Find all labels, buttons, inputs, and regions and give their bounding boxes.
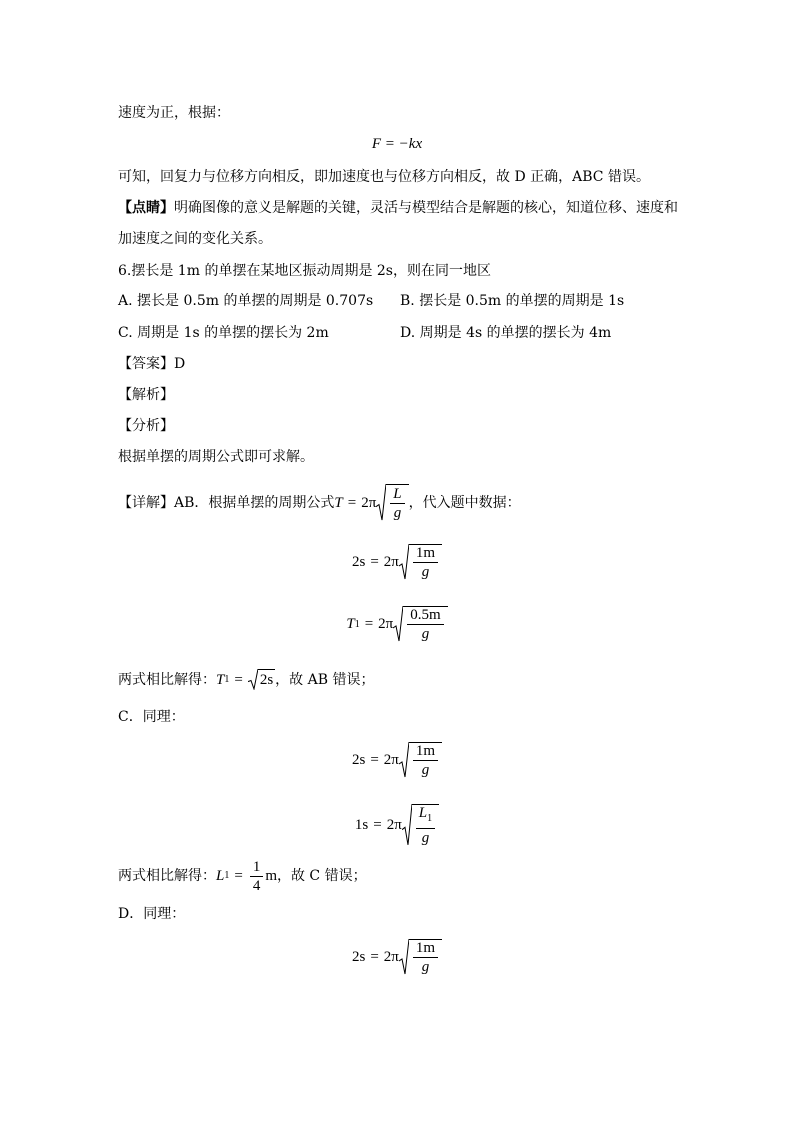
math-value: 2s xyxy=(258,669,275,690)
formula-hooke: F = −kx xyxy=(371,136,423,152)
math-value: 4 xyxy=(252,877,261,894)
math-subscript: 1 xyxy=(354,618,360,630)
option-c: C. 周期是 1s 的单摆的摆长为 2m xyxy=(118,325,329,341)
sqrt-sign xyxy=(248,669,275,690)
math-unit: m xyxy=(265,868,277,884)
math-operator: = xyxy=(234,868,243,884)
text-line: 可知，回复力与位移方向相反，即加速度也与位移方向相反，故 D 正确，ABC 错误。 xyxy=(118,169,650,185)
math-subscript: 1 xyxy=(224,870,230,881)
math-operator: = xyxy=(370,553,379,570)
option-d: D. 周期是 4s 的单摆的摆长为 4m xyxy=(400,325,612,341)
tag-detail: 【详解】 xyxy=(118,494,174,511)
math-symbol: 2π xyxy=(383,553,399,570)
math-symbol: 2π xyxy=(378,615,394,632)
math-symbol: g xyxy=(421,830,430,846)
math-symbol: g xyxy=(421,564,430,580)
detail-line xyxy=(118,484,521,521)
math-symbol: T xyxy=(334,494,343,511)
math-symbol: T xyxy=(346,615,355,632)
formula-2s xyxy=(0,742,794,778)
math-symbol: T xyxy=(216,671,225,688)
math-symbol: g xyxy=(393,505,402,522)
math-subscript: 1 xyxy=(224,673,230,685)
analysis-heading: 【解析】 xyxy=(118,387,174,403)
math-value: 0.5m xyxy=(407,607,443,625)
text-span: AB．根据单摆的周期公式 xyxy=(174,494,335,511)
sqrt-sign xyxy=(399,742,442,778)
text-line xyxy=(118,198,678,218)
math-value: 1m xyxy=(413,545,438,563)
math-symbol: L xyxy=(390,486,404,504)
text-span: ，代入题中数据： xyxy=(408,494,521,511)
ratio-c-line xyxy=(118,858,367,894)
fenxi-heading: 【分析】 xyxy=(118,418,174,434)
option-b: B. 摆长是 0.5m 的单摆的周期是 1s xyxy=(400,293,625,309)
sqrt-sign xyxy=(399,939,442,975)
sqrt-sign xyxy=(393,606,447,642)
math-symbol: g xyxy=(421,626,430,642)
option-a: A. 摆长是 0.5m 的单摆的周期是 0.707s xyxy=(118,293,374,309)
math-symbol: g xyxy=(421,762,430,778)
math-value: 2s xyxy=(351,948,366,965)
math-value: 2s xyxy=(351,553,366,570)
math-value: 2s xyxy=(351,751,366,768)
text-span: ，故 AB 错误； xyxy=(275,671,375,688)
tag-dianjing: 【点睛】 xyxy=(118,200,174,216)
text-span: ，故 C 错误； xyxy=(276,868,367,884)
math-operator: = xyxy=(347,494,357,511)
formula-1s xyxy=(0,804,794,846)
math-value: 1m xyxy=(413,940,438,958)
ratio-ab-line xyxy=(118,669,374,690)
math-subscript: 1 xyxy=(427,813,433,824)
formula-l1-result xyxy=(216,858,277,894)
sqrt-sign xyxy=(402,804,439,846)
formula-2s xyxy=(0,939,794,975)
text-line: D．同理： xyxy=(118,906,186,922)
math-symbol: 2π xyxy=(386,816,402,833)
math-symbol: L xyxy=(216,868,225,884)
math-operator: = xyxy=(370,751,379,768)
text-line: 速度为正，根据： xyxy=(118,105,230,121)
answer: 【答案】D xyxy=(118,356,186,372)
text-line: 加速度之间的变化关系。 xyxy=(118,231,272,247)
math-symbol: L xyxy=(418,805,428,821)
text-span: 明确图像的意义是解题的关键，灵活与模型结合是解题的核心，知道位移、速度和 xyxy=(174,200,678,216)
text-line: C．同理： xyxy=(118,709,185,725)
math-symbol: 2π xyxy=(383,948,399,965)
text-span: 两式相比解得： xyxy=(118,671,216,688)
question-6: 6.摆长是 1m 的单摆在某地区振动周期是 2s，则在同一地区 xyxy=(118,263,491,279)
sqrt-sign xyxy=(399,544,442,580)
text-span: 两式相比解得： xyxy=(118,868,216,884)
math-operator: = xyxy=(364,615,374,632)
math-symbol: 2π xyxy=(383,751,399,768)
sqrt-sign xyxy=(376,484,408,521)
math-symbol: 2π xyxy=(361,494,377,511)
math-value: 1 xyxy=(250,859,264,877)
formula-t1 xyxy=(0,606,794,642)
math-operator: = xyxy=(234,671,243,688)
math-operator: = xyxy=(370,948,379,965)
math-operator: = xyxy=(373,816,382,833)
text-line: 根据单摆的周期公式即可求解。 xyxy=(118,449,314,465)
math-value: 1m xyxy=(413,743,438,761)
formula-period xyxy=(334,484,408,521)
formula-2s xyxy=(0,544,794,580)
math-value: 1s xyxy=(354,816,369,833)
formula-t1-result xyxy=(216,669,275,690)
math-symbol: g xyxy=(421,959,430,975)
